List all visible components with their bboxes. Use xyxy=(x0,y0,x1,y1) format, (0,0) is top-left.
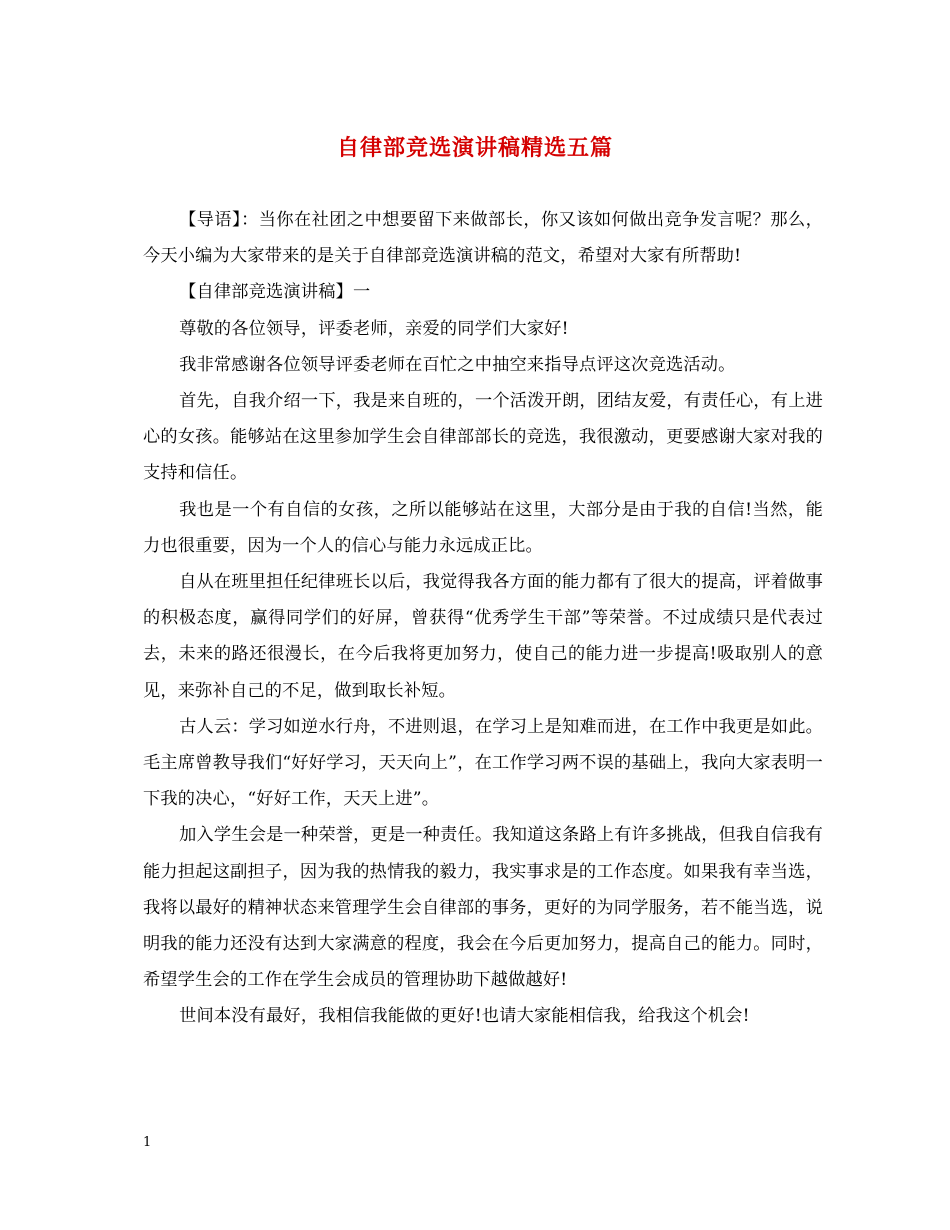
paragraph-determination: 古人云：学习如逆水行舟，不进则退，在学习上是知难而进，在工作中我更是如此。毛主席曾教导我们“好好学习，天天向上”，在工作学习两不误的基础上，我向大家表明一下我的决心，“好好工作，天天上进”。 xyxy=(143,716,823,810)
page-number: 1 xyxy=(143,1135,152,1150)
paragraph-responsibility: 加入学生会是一种荣誉，更是一种责任。我知道这条路上有许多挑战，但我自信我有能力担起这副担子，因为我的热情我的毅力，我实事求是的工作态度。如果我有幸当选，我将以最好的精神状态来管理学生会自律部的事务，更好的为同学服务，若不能当选，说明我的能力还没有达到大家满意的程度，我会在今后更加努力，提高自己的能力。同时，希望学生会的工作在学生会成员的管理协助下越做越好! xyxy=(143,825,823,991)
document-body xyxy=(143,202,823,1035)
paragraph-intro: 【导语】：当你在社团之中想要留下来做部长，你又该如何做出竞争发言呢？那么，今天小编为大家带来的是关于自律部竞选演讲稿的范文，希望对大家有所帮助! xyxy=(143,210,823,267)
paragraph-experience: 自从在班里担任纪律班长以后，我觉得我各方面的能力都有了很大的提高，评着做事的积极态度，赢得同学们的好屏，曾获得“优秀学生干部”等荣誉。不过成绩只是代表过去，未来的路还很漫长，在今后我将更加努力，使自己的能力进一步提高!吸取别人的意见，来弥补自己的不足，做到取长补短。 xyxy=(143,572,823,701)
paragraph-self-introduction: 首先，自我介绍一下，我是来自班的，一个活泼开朗，团结友爱，有责任心，有上进心的女孩。能够站在这里参加学生会自律部部长的竞选，我很激动，更要感谢大家对我的支持和信任。 xyxy=(143,391,823,484)
paragraph-closing: 世间本没有最好，我相信我能做的更好!也请大家能相信我，给我这个机会! xyxy=(179,1006,750,1027)
paragraph-confidence: 我也是一个有自信的女孩，之所以能够站在这里，大部分是由于我的自信!当然，能力也很重要，因为一个人的信心与能力永远成正比。 xyxy=(143,499,823,556)
paragraph-section-heading: 【自律部竞选演讲稿】一 xyxy=(179,282,371,303)
document-title: 自律部竞选演讲稿精选五篇 xyxy=(336,135,613,161)
paragraph-thanks: 我非常感谢各位领导评委老师在百忙之中抽空来指导点评这次竞选活动。 xyxy=(179,354,736,375)
paragraph-greeting: 尊敬的各位领导，评委老师，亲爱的同学们大家好! xyxy=(179,318,569,339)
